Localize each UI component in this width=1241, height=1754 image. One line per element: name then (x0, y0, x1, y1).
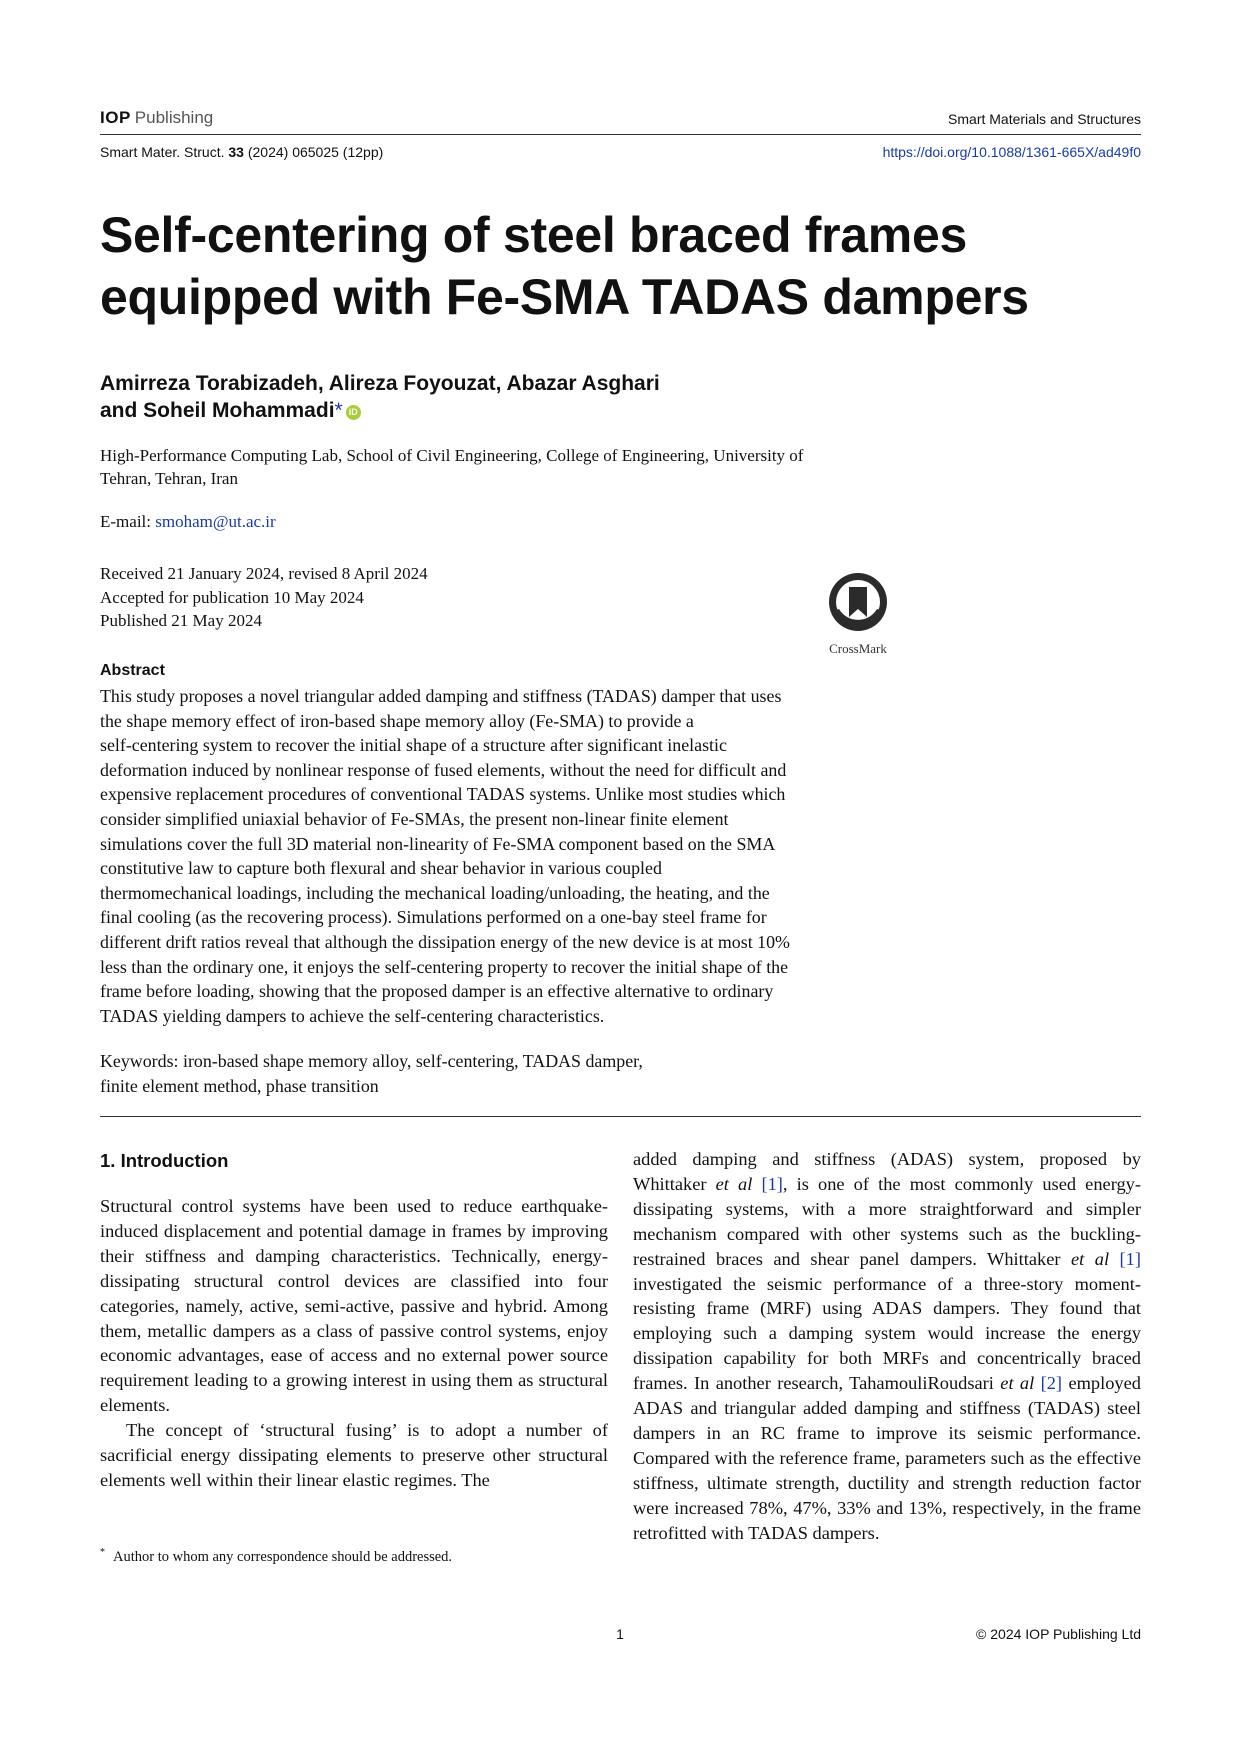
page-number: 1 (616, 1626, 624, 1642)
authors-line-2-wrap (100, 397, 800, 424)
section-divider (100, 1116, 1141, 1117)
citation-details: (2024) 065025 (12pp) (247, 144, 384, 160)
footnote (100, 1547, 608, 1566)
authors-line-1: Amirreza Torabizadeh, Alireza Foyouzat, Abazar Asghari (100, 372, 660, 395)
et-al: et al (715, 1173, 753, 1194)
email-link[interactable]: smoham@ut.ac.ir (155, 512, 276, 531)
citation (100, 144, 383, 160)
intro-paragraph-1: Structural control systems have been used to reduce earthquake-induced displacement and potential damage in frames by improving their stiffness and damping characteristics. Technically, energy-dissipating structural control devices are classified into four categories, namely, active, semi-active, passive and hybrid. Among them, metallic dampers as a class of passive control systems, enjoy economic advantages, ease of access and no external power source requirement leading to a growing interest in using them as structural elements. (100, 1196, 608, 1416)
article-dates (100, 562, 428, 633)
intro-paragraph-2: The concept of ‘structural fusing’ is to adopt a number of sacrificial energy dissipating elements to preserve other structural elements well within their linear elastic regimes. The (100, 1420, 608, 1490)
email-line (100, 512, 276, 532)
publisher-logo (100, 108, 213, 128)
text-segment: added damping and stiffness (ADAS) system, proposed by Whittaker (633, 1149, 1141, 1194)
abstract-line: consider simplified uniaxial behavior of Fe-SMAs, the present non-linear finite element (100, 808, 729, 829)
abstract-heading: Abstract (100, 662, 165, 679)
abstract-line: TADAS yielding dampers to achieve the self-centering characteristics. (100, 1005, 605, 1026)
abstract-line: constitutive law to capture both flexural and shear behavior in various coupled (100, 858, 662, 879)
affiliation-line-2: Tehran, Tehran, Iran (100, 469, 238, 488)
doi-link[interactable]: https://doi.org/10.1088/1361-665X/ad49f0 (882, 144, 1141, 160)
abstract-line: self-centering system to recover the initial shape of a structure after significant inelastic (100, 735, 727, 756)
abstract-line: less than the ordinary one, it enjoys the self-centering property to recover the initial shape of the (100, 956, 789, 977)
abstract-line: expensive replacement procedures of conventional TADAS systems. Unlike most studies which (100, 784, 786, 805)
accepted-date: Accepted for publication 10 May 2024 (100, 587, 364, 607)
authors-line-2: and Soheil Mohammadi (100, 399, 335, 422)
citation-ref-2[interactable]: [2] (1040, 1373, 1063, 1394)
received-date: Received 21 January 2024, revised 8 April 2024 (100, 564, 428, 583)
abstract-body (100, 684, 900, 1028)
right-column (633, 1147, 1141, 1546)
et-al: et al (1071, 1248, 1110, 1269)
abstract-line: frame before loading, showing that the proposed damper is an effective alternative to ordinary (100, 981, 774, 1002)
crossmark-icon (827, 571, 889, 633)
footnote-text: Author to whom any correspondence should be addressed. (113, 1548, 453, 1565)
abstract-line: thermomechanical loadings, including the mechanical loading/unloading, the heating, and the (100, 882, 770, 903)
abstract-line: the shape memory effect of iron-based shape memory alloy (Fe-SMA) to provide a (100, 710, 694, 731)
corresponding-author-mark[interactable]: * (334, 399, 343, 422)
et-al: et al (1000, 1373, 1035, 1394)
title-line-1: Self-centering of steel braced frames (100, 207, 967, 263)
article-title (100, 204, 1100, 328)
keywords-line-1: Keywords: iron-based shape memory alloy, self-centering, TADAS damper, (100, 1051, 643, 1071)
keywords-line-2: finite element method, phase transition (100, 1075, 379, 1096)
abstract-line: different drift ratios reveal that although the dissipation energy of the new device is at most 10% (100, 931, 790, 952)
text-segment: investigated the seismic performance of a three-story moment-resisting frame (MRF) using ADAS dampers. They found that employing such a damping system would increase the energy dissipation capability for both MRFs and concentrically braced frames. In another research, TahamouliRoudsari (633, 1273, 1141, 1394)
email-label: E-mail: (100, 512, 151, 531)
footnote-mark: * (100, 1547, 105, 1558)
copyright: © 2024 IOP Publishing Ltd (976, 1626, 1141, 1642)
publisher-logo-bold: IOP (100, 108, 131, 127)
left-column (100, 1194, 608, 1493)
text-segment: , is one of the most commonly used energy-dissipating systems, with a more straightforward and simpler mechanism compared with other systems such as the buckling-restrained braces and shear panel dampers. Whittaker (633, 1173, 1141, 1269)
title-line-2: equipped with Fe-SMA TADAS dampers (100, 269, 1029, 325)
header-rule (100, 134, 1141, 135)
text-segment: employed ADAS and triangular added damping and stiffness (TADAS) steel dampers in an RC frame to improve its seismic performance. Compared with the reference frame, parameters such as the effective stiffness, ultimate strength, ductility and strength reduction factor were increased 78%, 47%, 33% and 13%, respectively, in the frame retrofitted with TADAS dampers. (633, 1373, 1141, 1543)
abstract-line: simulations cover the full 3D material non-linearity of Fe-SMA component based on the SMA (100, 833, 776, 854)
intro-paragraph-3 (633, 1147, 1141, 1546)
citation-ref-1[interactable]: [1] (1119, 1248, 1141, 1269)
journal-name: Smart Materials and Structures (948, 111, 1141, 127)
section-heading-introduction: 1. Introduction (100, 1150, 229, 1171)
citation-ref-1[interactable]: [1] (761, 1173, 783, 1194)
abstract-line: final cooling (as the recovering process). Simulations performed on a one-bay steel frame for (100, 907, 767, 928)
abstract-line: deformation induced by nonlinear response of fused elements, without the need for difficult and (100, 759, 787, 780)
crossmark-label: CrossMark (829, 641, 887, 656)
authors (100, 370, 800, 424)
published-date: Published 21 May 2024 (100, 611, 262, 630)
affiliation (100, 444, 900, 490)
publisher-logo-text: Publishing (134, 108, 214, 127)
citation-journal: Smart Mater. Struct. (100, 144, 225, 160)
orcid-icon[interactable]: iD (346, 405, 361, 420)
crossmark-badge[interactable] (818, 571, 898, 657)
affiliation-line-1: High-Performance Computing Lab, School of Civil Engineering, College of Engineering, University of (100, 446, 804, 465)
keywords (100, 1049, 900, 1098)
abstract-line: This study proposes a novel triangular added damping and stiffness (TADAS) damper that uses (100, 686, 782, 706)
citation-volume: 33 (228, 144, 244, 160)
